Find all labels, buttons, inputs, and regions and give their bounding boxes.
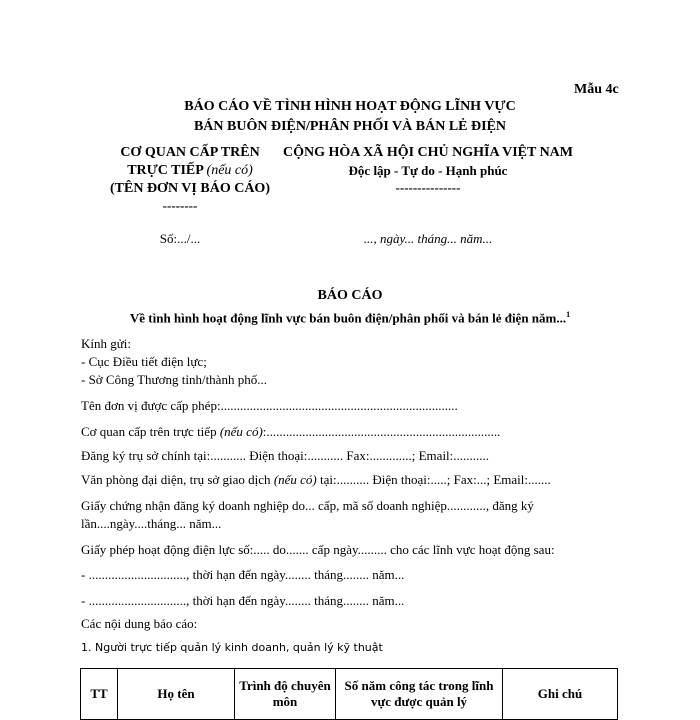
column-header-notes: Ghi chú <box>503 669 618 720</box>
left-header-divider: -------- <box>162 198 198 213</box>
licensed-unit-field: Tên đơn vị được cấp phép:......................................................................... <box>81 398 458 413</box>
recipient-item: - Cục Điều tiết điện lực; <box>81 354 207 369</box>
report-subheading: Về tình hình hoạt động lĩnh vực bán buôn điện/phân phối và bán lẻ điện năm...$^1$ <box>129 310 571 326</box>
personnel-table <box>80 668 618 720</box>
table-header-row <box>81 669 618 720</box>
national-motto: Độc lập - Tự do - Hạnh phúc <box>348 163 508 178</box>
head-office-field: Đăng ký trụ sở chính tại:........... Điện thoại:........... Fax:.............; Email:........... <box>81 448 490 463</box>
recipients-label: Kính gửi: <box>81 336 132 351</box>
national-title: CỘNG HÒA XÃ HỘI CHỦ NGHĨA VIỆT NAM <box>282 145 573 160</box>
business-registration-line-2: lần....ngày....tháng... năm... <box>81 516 222 531</box>
document-title-line-2: BÁN BUÔN ĐIỆN/PHÂN PHỐI VÀ BÁN LẺ ĐIỆN <box>193 119 507 134</box>
document-title-line-1: BÁO CÁO VỀ TÌNH HÌNH HOẠT ĐỘNG LĨNH VỰC <box>184 99 516 114</box>
superior-agency-field: Cơ quan cấp trên trực tiếp (nếu có):........................................................................ <box>81 424 501 439</box>
reporting-unit-name: (TÊN ĐƠN VỊ BÁO CÁO) <box>110 181 270 196</box>
report-contents-label: Các nội dung báo cáo: <box>81 616 198 631</box>
electricity-license-field: Giấy phép hoạt động điện lực số:..... do....... cấp ngày......... cho các lĩnh vực hoạt động sau: <box>81 542 555 557</box>
business-registration-line-1: Giấy chứng nhận đăng ký doanh nghiệp do... cấp, mã số doanh nghiệp............, đăng ký <box>81 498 534 513</box>
column-header-qualification: Trình độ chuyên môn <box>235 669 336 720</box>
superior-agency-line-1: CƠ QUAN CẤP TRÊN <box>120 145 260 160</box>
date-line: ..., ngày... tháng... năm... <box>363 231 493 246</box>
footnote-marker: 1 <box>566 310 571 319</box>
form-code: Mẫu 4c <box>574 82 619 97</box>
licensed-field-line: - .............................., thời hạn đến ngày........ tháng........ năm... <box>81 567 405 582</box>
right-header-divider: --------------- <box>395 180 461 195</box>
representative-office-field: Văn phòng đại diện, trụ sở giao dịch (nếu có) tại:.......... Điện thoại:.....; Fax:...; Email:....... <box>81 472 551 487</box>
report-heading: BÁO CÁO <box>317 288 383 303</box>
column-header-name: Họ tên <box>118 669 235 720</box>
superior-agency-line-2: TRỰC TIẾP (nếu có) <box>127 163 253 178</box>
column-header-years: Số năm công tác trong lĩnh vực được quản lý <box>336 669 503 720</box>
licensed-field-line: - .............................., thời hạn đến ngày........ tháng........ năm... <box>81 593 405 608</box>
document-number: Số:.../... <box>159 231 201 246</box>
section-1-heading: 1. Người trực tiếp quản lý kinh doanh, quản lý kỹ thuật <box>81 641 383 654</box>
recipient-item: - Sở Công Thương tỉnh/thành phố... <box>81 372 267 387</box>
column-header-no: TT <box>81 669 118 720</box>
